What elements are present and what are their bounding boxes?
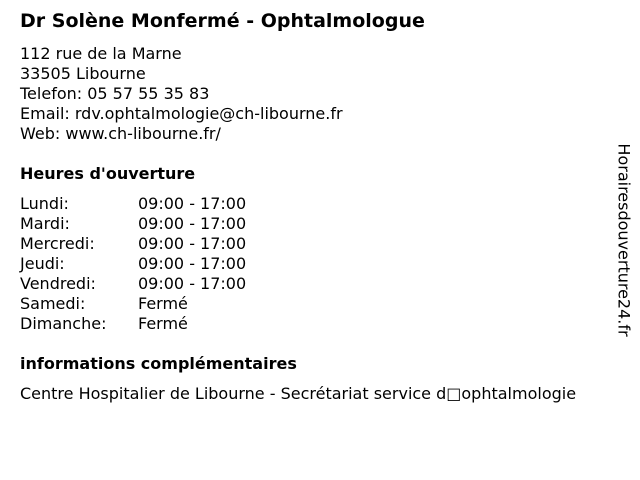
- site-watermark: Horairesdouverture24.fr: [614, 143, 634, 337]
- hours-row-tuesday: [20, 214, 246, 234]
- day-label: Mardi:: [20, 214, 70, 233]
- street-address: 112 rue de la Marne: [20, 44, 182, 63]
- hours-row-monday: [20, 194, 246, 214]
- time-value: 09:00 - 17:00: [138, 254, 247, 273]
- time-value: Fermé: [138, 314, 188, 333]
- day-label: Samedi:: [20, 294, 86, 313]
- website-address: Web: www.ch-libourne.fr/: [20, 124, 221, 143]
- phone-number: Telefon: 05 57 55 35 83: [20, 84, 210, 103]
- time-value: 09:00 - 17:00: [138, 194, 247, 213]
- time-value: 09:00 - 17:00: [138, 234, 247, 253]
- email-address: Email: rdv.ophtalmologie@ch-libourne.fr: [20, 104, 343, 123]
- hours-row-thursday: [20, 254, 246, 274]
- page-title: Dr Solène Monfermé - Ophtalmologue: [20, 10, 425, 32]
- day-label: Jeudi:: [20, 254, 65, 273]
- address-block: [20, 44, 343, 144]
- day-label: Lundi:: [20, 194, 69, 213]
- day-label: Dimanche:: [20, 314, 107, 333]
- time-value: Fermé: [138, 294, 188, 313]
- opening-hours-table: [20, 194, 246, 334]
- time-value: 09:00 - 17:00: [138, 274, 247, 293]
- day-label: Mercredi:: [20, 234, 95, 253]
- hours-row-sunday: [20, 314, 246, 334]
- additional-info-heading: informations complémentaires: [20, 354, 297, 373]
- additional-info-text: Centre Hospitalier de Libourne - Secrétariat service d□ophtalmologie: [20, 384, 577, 403]
- hours-row-friday: [20, 274, 246, 294]
- day-label: Vendredi:: [20, 274, 96, 293]
- opening-hours-heading: Heures d'ouverture: [20, 164, 196, 183]
- hours-row-saturday: [20, 294, 246, 314]
- time-value: 09:00 - 17:00: [138, 214, 247, 233]
- city-postcode: 33505 Libourne: [20, 64, 146, 83]
- hours-row-wednesday: [20, 234, 246, 254]
